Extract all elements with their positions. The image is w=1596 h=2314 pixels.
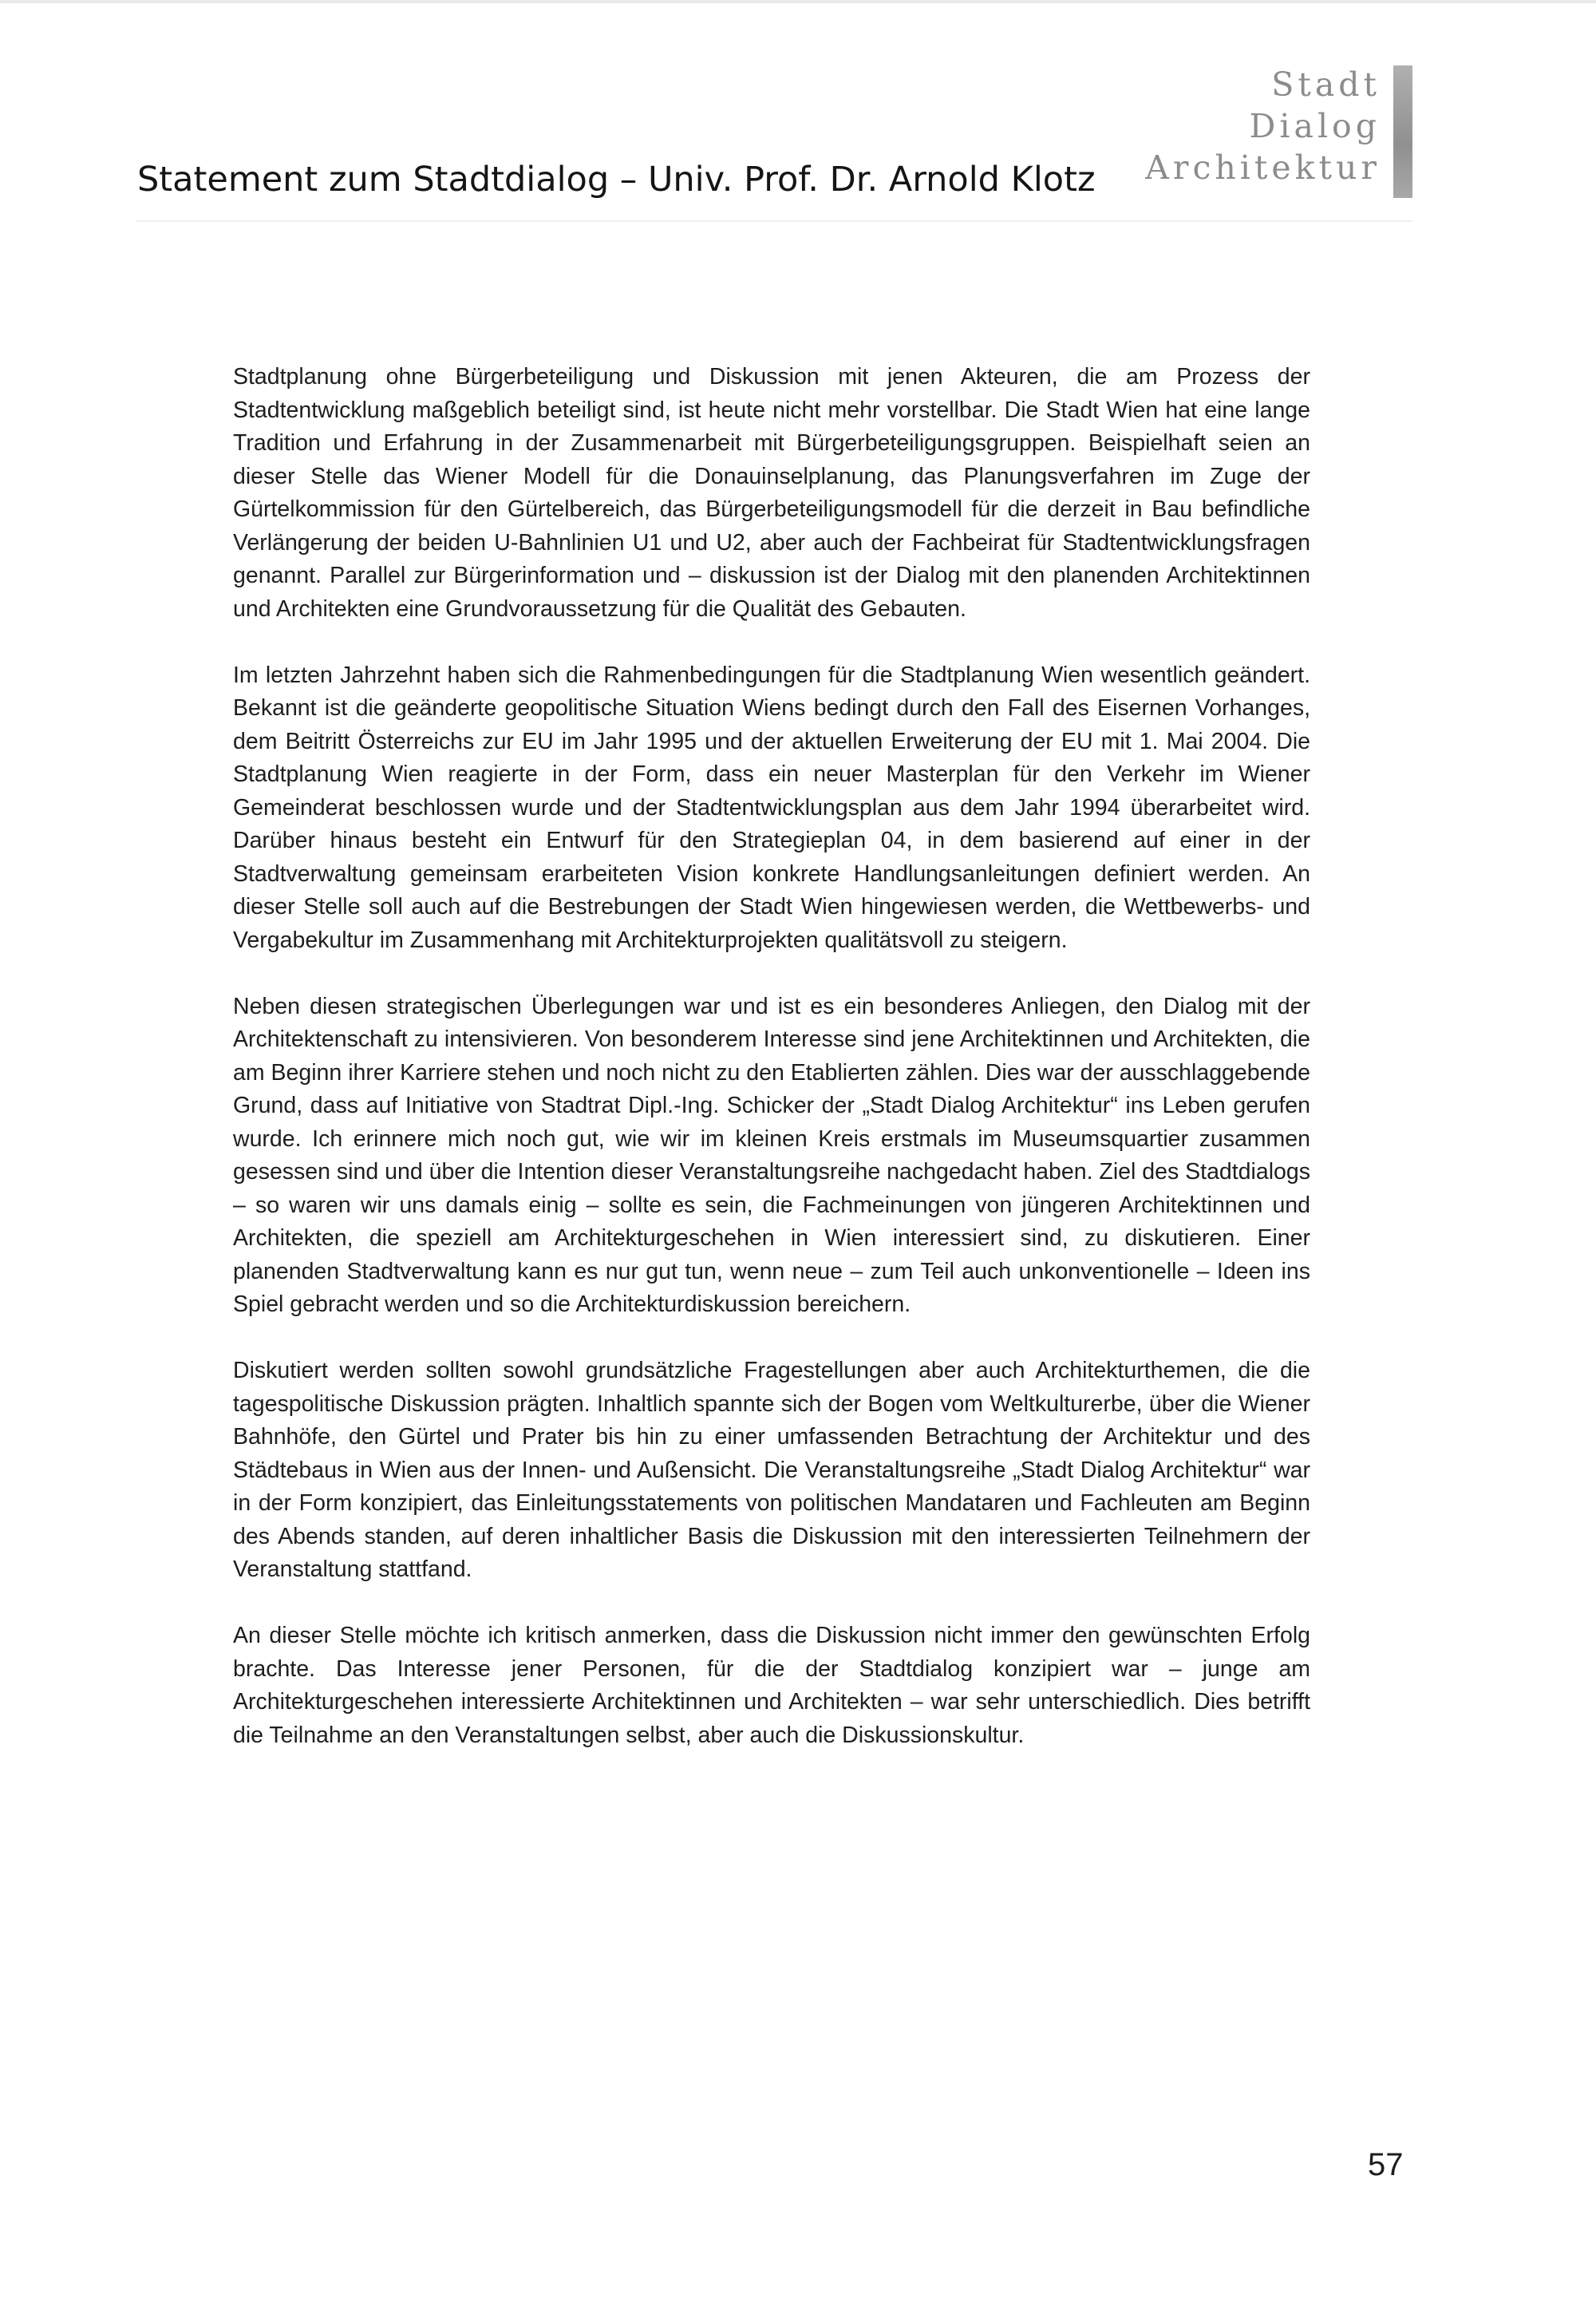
logo-line-dialog: Dialog: [1249, 107, 1381, 145]
logo-bar: [1393, 65, 1412, 198]
paragraph-2: Im letzten Jahrzehnt haben sich die Rahmenbedingungen für die Stadtplanung Wien wesentlich geändert. Bekannt ist die geänderte geopolitische Situation Wiens bedingt durch den Fall des Eisernen Vorhanges, dem Beitritt Österreichs zur EU im Jahr 1995 und der aktuellen Erweiterung der EU mit 1. Mai 2004. Die Stadtplanung Wien reagierte in der Form, dass ein neuer Masterplan für den Verkehr im Wiener Gemeinderat beschlossen wurde und der Stadtentwicklungsplan aus dem Jahr 1994 überarbeitet wird. Darüber hinaus besteht ein Entwurf für den Strategieplan 04, in dem basierend auf einer in der Stadtverwaltung gemeinsam erarbeiteten Vision konkrete Handlungsanleitungen definiert werden. An dieser Stelle soll auch auf die Bestrebungen der Stadt Wien hingewiesen werden, die Wettbewerbs- und Vergabekultur im Zusammenhang mit Architekturprojekten qualitätsvoll zu steigern.: [233, 662, 1310, 953]
stadt-dialog-architektur-logo: [1145, 64, 1412, 200]
header-divider: [136, 220, 1412, 222]
page-title: Statement zum Stadtdialog – Univ. Prof. Dr. Arnold Klotz: [137, 160, 1096, 200]
logo-line-architektur: Architektur: [1145, 148, 1381, 187]
top-edge-rule: [0, 0, 1596, 3]
paragraph-5: An dieser Stelle möchte ich kritisch anmerken, dass die Diskussion nicht immer den gewünschten Erfolg brachte. Das Interesse jener Personen, für die der Stadtdialog konzipiert war – junge am Architekturgeschehen interessierte Architektinnen und Architekten – war sehr unterschiedlich. Dies betrifft die Teilnahme an den Veranstaltungen selbst, aber auch die Diskussionskultur.: [233, 1623, 1310, 1748]
article-body: [233, 361, 1310, 1786]
paragraph-3: Neben diesen strategischen Überlegungen war und ist es ein besonderes Anliegen, den Dialog mit der Architektenschaft zu intensivieren. Von besonderem Interesse sind jene Architektinnen und Architekten, die am Beginn ihrer Karriere stehen und noch nicht zu den Etablierten zählen. Dies war der ausschlaggebende Grund, dass auf Initiative von Stadtrat Dipl.-Ing. Schicker der „Stadt Dialog Architektur“ ins Leben gerufen wurde. Ich erinnere mich noch gut, wie wir im kleinen Kreis erstmals im Museumsquartier zusammen gesessen sind und über die Intention dieser Veranstaltungsreihe nachgedacht haben. Ziel des Stadtdialogs – so waren wir uns damals einig – sollte es sein, die Fachmeinungen von jüngeren Architektinnen und Architekten, die speziell am Architekturgeschehen in Wien interessiert sind, zu diskutieren. Einer planenden Stadtverwaltung kann es nur gut tun, wenn neue – zum Teil auch unkonventionelle – Ideen ins Spiel gebracht werden und so die Architekturdiskussion bereichern.: [233, 993, 1310, 1317]
paragraph-1: Stadtplanung ohne Bürgerbeteiligung und Diskussion mit jenen Akteuren, die am Prozess der Stadtentwicklung maßgeblich beteiligt sind, ist heute nicht mehr vorstellbar. Die Stadt Wien hat eine lange Tradition und Erfahrung in der Zusammenarbeit mit Bürgerbeteiligungsgruppen. Beispielhaft seien an dieser Stelle das Wiener Modell für die Donauinselplanung, das Planungsverfahren im Zuge der Gürtelkommission für den Gürtelbereich, das Bürgerbeteiligungsmodell für die derzeit in Bau befindliche Verlängerung der beiden U-Bahnlinien U1 und U2, aber auch der Fachbeirat für Stadtentwicklungsfragen genannt. Parallel zur Bürgerinformation und – diskussion ist der Dialog mit den planenden Architektinnen und Architekten eine Grundvoraussetzung für die Qualität des Gebauten.: [233, 364, 1310, 622]
logo-line-stadt: Stadt: [1271, 65, 1381, 104]
logo-text: [1145, 64, 1381, 188]
paragraph-4: Diskutiert werden sollten sowohl grundsätzliche Fragestellungen aber auch Architekturthemen, die die tagespolitische Diskussion prägten. Inhaltlich spannte sich der Bogen vom Weltkulturerbe, über die Wiener Bahnhöfe, den Gürtel und Prater bis hin zu einer umfassenden Betrachtung der Architektur und des Städtebaus in Wien aus der Innen- und Außensicht. Die Veranstaltungsreihe „Stadt Dialog Architektur“ war in der Form konzipiert, das Einleitungsstatements von politischen Mandataren und Fachleuten am Beginn des Abends standen, auf deren inhaltlicher Basis die Diskussion mit den interessierten Teilnehmern der Veranstaltung stattfand.: [233, 1358, 1310, 1582]
page-number: 57: [1368, 2147, 1404, 2182]
